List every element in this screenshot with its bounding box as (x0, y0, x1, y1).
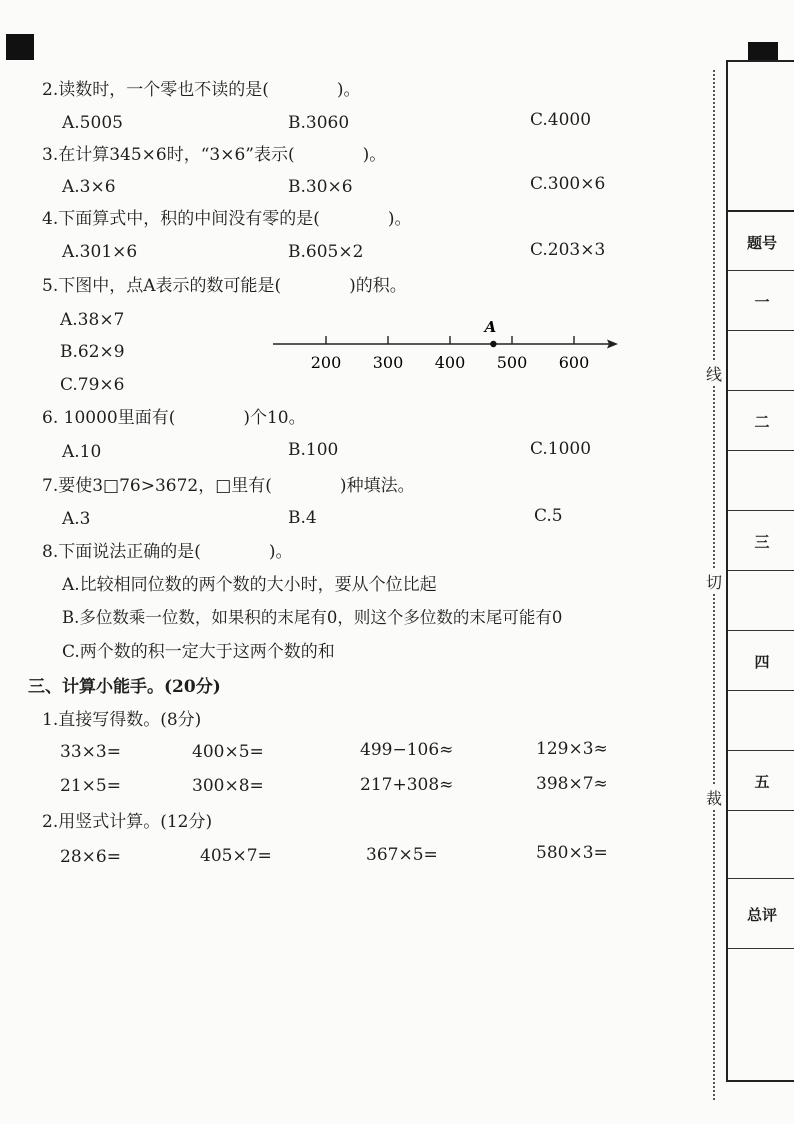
question-2-stem: 2.读数时，一个零也不读的是( )。 (42, 80, 361, 100)
score-table (726, 60, 794, 1082)
question-8-option-c: C.两个数的积一定大于这两个数的和 (62, 642, 335, 662)
question-4-option-c: C.203×3 (530, 240, 606, 260)
cut-label-line: 线 (705, 362, 723, 385)
score-section-4-box[interactable] (728, 690, 794, 751)
point-a-label: A (484, 318, 497, 336)
question-8-stem: 8.下面说法正确的是( )。 (42, 542, 293, 562)
question-7-option-c: C.5 (534, 506, 563, 526)
question-4-stem: 4.下面算式中，积的中间没有零的是( )。 (42, 209, 412, 229)
vertical-calc-item: 580×3= (536, 843, 608, 863)
point-a-marker (490, 341, 496, 347)
score-section-4-label: 四 (728, 630, 794, 691)
score-section-3-label: 三 (728, 510, 794, 571)
question-6-stem: 6. 10000里面有( )个10。 (42, 408, 306, 428)
cut-label-cut: 切 (705, 570, 723, 593)
question-2-option-a: A.5005 (62, 113, 123, 133)
score-section-5-box[interactable] (728, 810, 794, 879)
question-7-stem: 7.要使3□76>3672，□里有( )种填法。 (42, 476, 415, 496)
calc-item: 400×5= (192, 742, 264, 762)
number-line-tick-label: 200 (310, 353, 342, 372)
question-4-option-b: B.605×2 (288, 242, 364, 262)
question-5-option-c: C.79×6 (60, 375, 125, 395)
score-total-box[interactable] (728, 948, 794, 1081)
score-total-label: 总评 (728, 878, 794, 949)
number-line-tick-label: 500 (496, 353, 528, 372)
question-2-option-c: C.4000 (530, 110, 592, 130)
vertical-calc-item: 405×7= (200, 846, 272, 866)
question-7-option-b: B.4 (288, 508, 317, 528)
question-5-option-b: B.62×9 (60, 342, 125, 362)
calc-item: 499−106≈ (360, 740, 454, 760)
score-section-1-label: 一 (728, 270, 794, 331)
question-6-option-b: B.100 (288, 440, 339, 460)
corner-mark-right (748, 42, 778, 62)
question-4-option-a: A.301×6 (62, 242, 138, 262)
calc-item: 217+308≈ (360, 775, 454, 795)
question-3-option-c: C.300×6 (530, 174, 606, 194)
vertical-calc-item: 367×5= (366, 845, 438, 865)
calc-item: 129×3≈ (536, 739, 608, 759)
score-section-2-box[interactable] (728, 450, 794, 511)
question-8-option-a: A.比较相同位数的两个数的大小时，要从个位比起 (62, 575, 437, 595)
vertical-calc-item: 28×6= (60, 847, 121, 867)
question-5-stem: 5.下图中，点A表示的数可能是( )的积。 (42, 276, 407, 296)
question-6-option-a: A.10 (62, 442, 102, 462)
question-5-option-a: A.38×7 (60, 310, 125, 330)
part-2-title: 2.用竖式计算。(12分) (42, 812, 213, 832)
question-3-option-b: B.30×6 (288, 177, 353, 197)
score-section-3-box[interactable] (728, 570, 794, 631)
score-section-1-box[interactable] (728, 330, 794, 391)
calc-item: 21×5= (60, 776, 121, 796)
calc-item: 300×8= (192, 776, 264, 796)
number-line-tick-label: 600 (558, 353, 590, 372)
cut-label-trim: 裁 (705, 786, 723, 809)
question-3-option-a: A.3×6 (62, 177, 116, 197)
section-3-title: 三、计算小能手。(20分) (28, 677, 221, 697)
question-2-option-b: B.3060 (288, 113, 350, 133)
number-line (268, 312, 628, 374)
calc-item: 33×3= (60, 742, 121, 762)
part-1-title: 1.直接写得数。(8分) (42, 710, 202, 730)
question-3-stem: 3.在计算345×6时，“3×6”表示( )。 (42, 145, 387, 165)
question-6-option-c: C.1000 (530, 439, 592, 459)
score-header-label: 题号 (728, 210, 794, 272)
number-line-tick-label: 300 (372, 353, 404, 372)
score-section-5-label: 五 (728, 750, 794, 811)
score-section-2-label: 二 (728, 390, 794, 451)
calc-item: 398×7≈ (536, 774, 608, 794)
question-8-option-b: B.多位数乘一位数，如果积的末尾有0，则这个多位数的末尾可能有0 (62, 608, 563, 627)
question-7-option-a: A.3 (62, 509, 91, 529)
corner-mark-left (6, 34, 34, 60)
number-line-tick-label: 400 (434, 353, 466, 372)
